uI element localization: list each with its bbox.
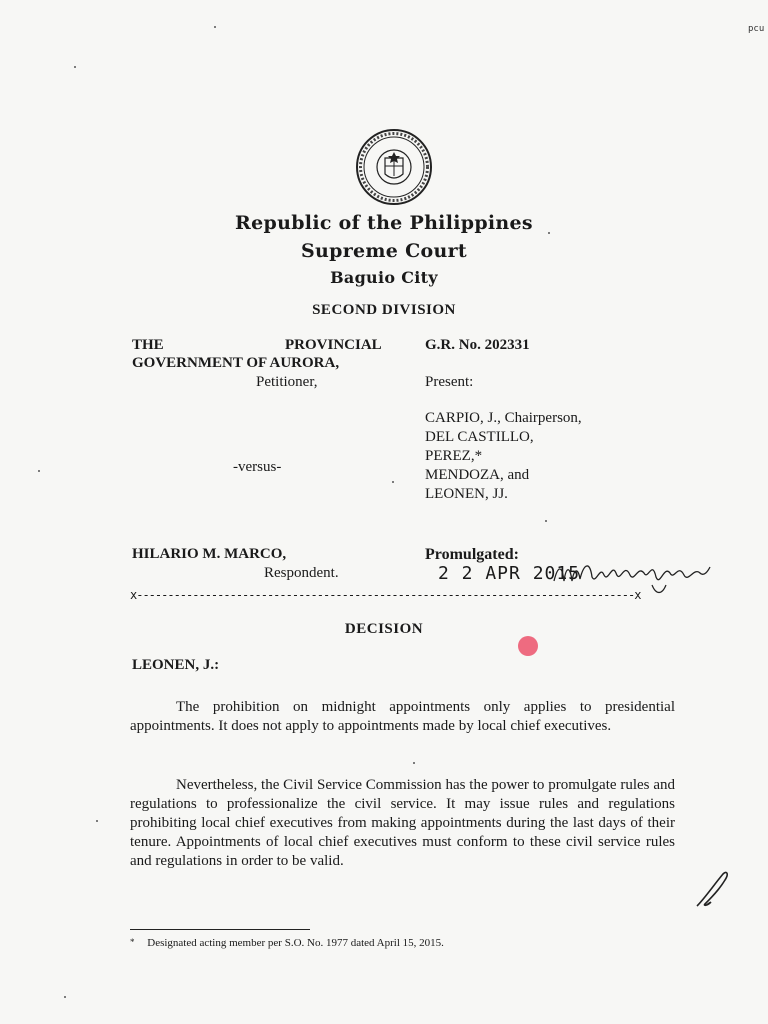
ink-stain <box>518 636 538 656</box>
footnote-mark: * <box>130 937 135 947</box>
division-title: SECOND DIVISION <box>312 302 456 318</box>
speck <box>545 520 547 522</box>
petitioner-name-part2: PROVINCIAL <box>285 337 382 353</box>
header-republic: Republic of the Philippines <box>235 212 533 234</box>
supreme-court-seal-icon <box>355 128 433 206</box>
footnote-rule <box>130 929 310 930</box>
respondent-role: Respondent. <box>264 565 339 581</box>
justice-item: DEL CASTILLO, <box>425 429 534 445</box>
present-label: Present: <box>425 374 474 390</box>
petitioner-name-part1: THE <box>132 337 164 353</box>
promulgated-label: Promulgated: <box>425 546 519 563</box>
header-court: Supreme Court <box>300 240 468 262</box>
petitioner-role: Petitioner, <box>256 374 318 390</box>
caption-separator: x--------------------------------------------------------------------------------x <box>130 588 641 602</box>
petitioner-name-part3: GOVERNMENT OF AURORA, <box>132 355 340 371</box>
speck <box>413 762 415 764</box>
speck <box>214 26 216 28</box>
versus-label: -versus- <box>233 459 282 475</box>
respondent-name: HILARIO M. MARCO, <box>132 546 287 562</box>
speck <box>548 232 550 234</box>
ponente-label: LEONEN, J.: <box>132 657 220 673</box>
speck <box>392 481 394 483</box>
header-city: Baguio City <box>330 268 438 287</box>
gr-number: G.R. No. 202331 <box>425 337 530 353</box>
speck <box>96 820 98 822</box>
speck <box>74 66 76 68</box>
speck <box>38 470 40 472</box>
speck <box>64 996 66 998</box>
justice-item: CARPIO, J., Chairperson, <box>425 410 582 426</box>
justice-item: PEREZ,* <box>425 448 483 464</box>
decision-title: DECISION <box>344 621 424 637</box>
justice-item: LEONEN, JJ. <box>425 486 508 502</box>
decision-paragraph: Nevertheless, the Civil Service Commission has the power to promulgate rules and regulations to professionalize the civil service. It may issue rules and regulations prohibiting local chief executives from making appointments during the last days of their tenure. Appointments of local chief executives must conform to these civil service rules and regulations in order to be valid. <box>130 777 675 869</box>
handwritten-initial-icon <box>693 868 733 910</box>
justice-item: MENDOZA, and <box>425 467 530 483</box>
decision-paragraph: The prohibition on midnight appointments only applies to presidential appointments. It does not apply to appointments made by local chief executives. <box>130 699 675 734</box>
footnote-text: Designated acting member per S.O. No. 1977 dated April 15, 2015. <box>147 937 444 949</box>
corner-mark: pcu <box>748 24 765 34</box>
justices-list <box>425 409 582 504</box>
promulgated-date-stamp: 2 2 APR 2015 <box>438 563 581 584</box>
footnote <box>130 937 444 949</box>
